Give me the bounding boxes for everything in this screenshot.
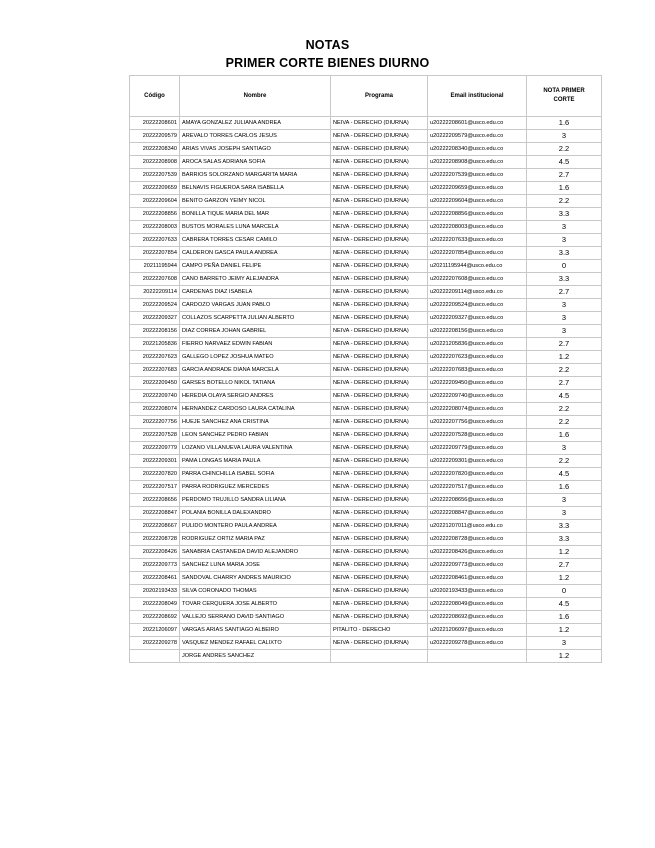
cell-email: u20221207011@usco.edu.co [428,520,527,533]
cell-programa: NEIVA - DERECHO (DIURNA) [331,143,428,156]
cell-nota: 2.2 [527,364,602,377]
header-programa: Programa [331,76,428,117]
cell-codigo: 20222209779 [130,442,180,455]
cell-email: u20222207633@usco.edu.co [428,234,527,247]
cell-email: u20222208728@usco.edu.co [428,533,527,546]
cell-programa [331,650,428,663]
cell-email: u20222209450@usco.edu.co [428,377,527,390]
cell-email: u20211195944@usco.edu.co [428,260,527,273]
cell-email: u20222208601@usco.edu.co [428,117,527,130]
table-row [130,403,602,416]
cell-nota: 2.7 [527,377,602,390]
cell-nota: 3.3 [527,520,602,533]
cell-programa: NEIVA - DERECHO (DIURNA) [331,299,428,312]
cell-email: u20222208847@usco.edu.co [428,507,527,520]
cell-nombre: HEREDIA OLAYA SERGIO ANDRES [180,390,331,403]
cell-email: u20222208856@usco.edu.co [428,208,527,221]
cell-programa: NEIVA - DERECHO (DIURNA) [331,377,428,390]
cell-programa: NEIVA - DERECHO (DIURNA) [331,182,428,195]
cell-email: u20222209579@usco.edu.co [428,130,527,143]
header-email: Email institucional [428,76,527,117]
table-row [130,351,602,364]
cell-nombre: SANDOVAL CHARRY ANDRES MAURICIO [180,572,331,585]
grades-table [129,75,602,663]
cell-nota: 3 [527,442,602,455]
cell-nota: 1.6 [527,182,602,195]
cell-nota: 4.5 [527,390,602,403]
cell-programa: NEIVA - DERECHO (DIURNA) [331,364,428,377]
table-row [130,494,602,507]
header-row [130,76,602,117]
cell-nombre: HERNANDEZ CARDOSO LAURA CATALINA [180,403,331,416]
cell-programa: NEIVA - DERECHO (DIURNA) [331,533,428,546]
cell-nota: 4.5 [527,468,602,481]
cell-codigo: 20202193433 [130,585,180,598]
cell-codigo: 20221206097 [130,624,180,637]
cell-codigo: 20222208426 [130,546,180,559]
cell-nombre: SANABRIA CASTANEDA DAVID ALEJANDRO [180,546,331,559]
cell-email: u20222208003@usco.edu.co [428,221,527,234]
table-row [130,130,602,143]
cell-email: u20222207539@usco.edu.co [428,169,527,182]
cell-nota: 1.6 [527,481,602,494]
cell-programa: NEIVA - DERECHO (DIURNA) [331,416,428,429]
cell-programa: NEIVA - DERECHO (DIURNA) [331,403,428,416]
cell-nombre: SILVA CORONADO THOMAS [180,585,331,598]
cell-email: u20222209114@usco.edu.co [428,286,527,299]
cell-nota: 2.2 [527,455,602,468]
cell-nombre: PARRA RODRIGUEZ MERCEDES [180,481,331,494]
cell-programa: NEIVA - DERECHO (DIURNA) [331,442,428,455]
cell-email: u20221205836@usco.edu.co [428,338,527,351]
cell-nota: 1.2 [527,546,602,559]
table-row [130,481,602,494]
table-row [130,117,602,130]
cell-codigo: 20222208601 [130,117,180,130]
cell-codigo: 20222208667 [130,520,180,533]
cell-programa: NEIVA - DERECHO (DIURNA) [331,312,428,325]
table-row [130,533,602,546]
cell-nombre: CANO BARRETO JEIMY ALEJANDRA [180,273,331,286]
cell-nombre: HUEJE SANCHEZ ANA CRISTINA [180,416,331,429]
cell-nombre: AROCA SALAS ADRIANA SOFIA [180,156,331,169]
cell-programa: NEIVA - DERECHO (DIURNA) [331,247,428,260]
cell-programa: NEIVA - DERECHO (DIURNA) [331,208,428,221]
cell-codigo: 20222209579 [130,130,180,143]
table-row [130,325,602,338]
cell-codigo: 20222207820 [130,468,180,481]
table-row [130,598,602,611]
cell-email: u20222208426@usco.edu.co [428,546,527,559]
cell-nota: 1.6 [527,429,602,442]
cell-programa: NEIVA - DERECHO (DIURNA) [331,585,428,598]
cell-codigo: 20222209114 [130,286,180,299]
cell-nombre: CARDENAS DIAZ ISABELA [180,286,331,299]
table-row [130,364,602,377]
cell-programa: NEIVA - DERECHO (DIURNA) [331,429,428,442]
table-row [130,429,602,442]
cell-codigo: 20222209740 [130,390,180,403]
cell-nombre: FIERRO NARVAEZ EDWIN FABIAN [180,338,331,351]
cell-nombre: AMAYA GONZALEZ JULIANA ANDREA [180,117,331,130]
cell-codigo: 20211195944 [130,260,180,273]
cell-codigo: 20222207608 [130,273,180,286]
cell-nota: 0 [527,260,602,273]
table-row [130,624,602,637]
cell-programa: NEIVA - DERECHO (DIURNA) [331,572,428,585]
table-row [130,247,602,260]
cell-programa: NEIVA - DERECHO (DIURNA) [331,338,428,351]
cell-programa: NEIVA - DERECHO (DIURNA) [331,117,428,130]
table-row [130,299,602,312]
cell-email: u20222208074@usco.edu.co [428,403,527,416]
cell-nota: 2.2 [527,195,602,208]
cell-nombre: PERDOMO TRUJILLO SANDRA LILIANA [180,494,331,507]
cell-email: u20222209604@usco.edu.co [428,195,527,208]
cell-nombre: BENITO GARZON YEIMY NICOL [180,195,331,208]
cell-nota: 3 [527,325,602,338]
cell-email: u20222208156@usco.edu.co [428,325,527,338]
table-row [130,520,602,533]
cell-nota: 3 [527,637,602,650]
cell-nombre: GARSES BOTELLO NIKOL TATIANA [180,377,331,390]
cell-codigo: 20222207623 [130,351,180,364]
cell-codigo: 20221205836 [130,338,180,351]
cell-codigo: 20222207633 [130,234,180,247]
cell-nombre: BARRIOS SOLORZANO MARGARITA MARIA [180,169,331,182]
cell-programa: NEIVA - DERECHO (DIURNA) [331,286,428,299]
cell-codigo: 20222208847 [130,507,180,520]
cell-nota: 0 [527,585,602,598]
cell-codigo: 20222208692 [130,611,180,624]
cell-codigo: 20222208656 [130,494,180,507]
table-row [130,416,602,429]
table-row [130,169,602,182]
cell-programa: NEIVA - DERECHO (DIURNA) [331,260,428,273]
cell-nota: 2.2 [527,403,602,416]
cell-nombre: RODRIGUEZ ORTIZ MARIA PAZ [180,533,331,546]
cell-nota: 3 [527,299,602,312]
cell-nota: 2.2 [527,416,602,429]
table-row [130,338,602,351]
cell-email: u20222208656@usco.edu.co [428,494,527,507]
table-row [130,390,602,403]
cell-codigo: 20222209524 [130,299,180,312]
cell-codigo: 20222208461 [130,572,180,585]
cell-nombre: TOVAR CERQUERA JOSE ALBERTO [180,598,331,611]
cell-programa: NEIVA - DERECHO (DIURNA) [331,520,428,533]
document-subtitle: PRIMER CORTE BIENES DIURNO [225,56,430,70]
cell-email: u20222209278@usco.edu.co [428,637,527,650]
cell-nota: 1.6 [527,117,602,130]
cell-programa: NEIVA - DERECHO (DIURNA) [331,468,428,481]
cell-nota: 3 [527,507,602,520]
cell-email: u20222207820@usco.edu.co [428,468,527,481]
cell-email: u20222208340@usco.edu.co [428,143,527,156]
cell-programa: NEIVA - DERECHO (DIURNA) [331,156,428,169]
cell-email: u20221206097@usco.edu.co [428,624,527,637]
cell-codigo: 20222207528 [130,429,180,442]
table-row [130,208,602,221]
cell-nota: 3.3 [527,533,602,546]
cell-nota: 1.2 [527,351,602,364]
cell-codigo: 20222208340 [130,143,180,156]
cell-email: u20222208908@usco.edu.co [428,156,527,169]
cell-codigo [130,650,180,663]
table-row [130,182,602,195]
cell-nombre: VARGAS ARIAS SANTIAGO ALBEIRO [180,624,331,637]
header-nota: NOTA PRIMER CORTE [527,76,602,117]
cell-nota: 2.7 [527,286,602,299]
cell-nombre: LEON SANCHEZ PEDRO FABIAN [180,429,331,442]
cell-email: u20222208049@usco.edu.co [428,598,527,611]
cell-nota: 1.2 [527,624,602,637]
cell-programa: NEIVA - DERECHO (DIURNA) [331,637,428,650]
cell-programa: NEIVA - DERECHO (DIURNA) [331,481,428,494]
cell-programa: NEIVA - DERECHO (DIURNA) [331,169,428,182]
cell-nombre: JORGE ANDRES SANCHEZ [180,650,331,663]
cell-codigo: 20222207539 [130,169,180,182]
cell-nota: 4.5 [527,598,602,611]
table-row [130,559,602,572]
header-codigo: Código [130,76,180,117]
cell-nombre: LOZANO VILLANUEVA LAURA VALENTINA [180,442,331,455]
cell-programa: NEIVA - DERECHO (DIURNA) [331,221,428,234]
cell-nota: 3.3 [527,247,602,260]
table-row [130,286,602,299]
cell-email: u20222209779@usco.edu.co [428,442,527,455]
cell-codigo: 20222208156 [130,325,180,338]
cell-codigo: 20222207854 [130,247,180,260]
cell-email: u20202193433@usco.edu.co [428,585,527,598]
cell-nombre: CAMPO PEÑA DANIEL FELIPE [180,260,331,273]
cell-codigo: 20222209659 [130,182,180,195]
cell-email: u20222207756@usco.edu.co [428,416,527,429]
cell-nota: 1.6 [527,611,602,624]
table-row [130,572,602,585]
cell-programa: NEIVA - DERECHO (DIURNA) [331,234,428,247]
cell-codigo: 20222209327 [130,312,180,325]
cell-email: u20222208692@usco.edu.co [428,611,527,624]
cell-nota: 2.7 [527,338,602,351]
cell-email: u20222207528@usco.edu.co [428,429,527,442]
cell-codigo: 20222209604 [130,195,180,208]
cell-nota: 2.7 [527,169,602,182]
cell-nota: 2.7 [527,559,602,572]
cell-codigo: 20222209773 [130,559,180,572]
cell-nombre: CARDOZO VARGAS JUAN PABLO [180,299,331,312]
cell-codigo: 20222207683 [130,364,180,377]
cell-programa: NEIVA - DERECHO (DIURNA) [331,351,428,364]
cell-nombre: AREVALO TORRES CARLOS JESUS [180,130,331,143]
header-nombre: Nombre [180,76,331,117]
cell-nombre: VASQUEZ MENDEZ RAFAEL CALIXTO [180,637,331,650]
table-row [130,156,602,169]
cell-nombre: ARIAS VIVAS JOSEPH SANTIAGO [180,143,331,156]
cell-codigo: 20222209301 [130,455,180,468]
cell-programa: NEIVA - DERECHO (DIURNA) [331,494,428,507]
table-row [130,585,602,598]
document-title: NOTAS [305,38,350,52]
cell-programa: NEIVA - DERECHO (DIURNA) [331,130,428,143]
cell-nota: 3.3 [527,208,602,221]
cell-codigo: 20222208003 [130,221,180,234]
cell-nombre: COLLAZOS SCARPETTA JULIAN ALBERTO [180,312,331,325]
cell-email: u20222207854@usco.edu.co [428,247,527,260]
cell-nombre: BUSTOS MORALES LUNA MARCELA [180,221,331,234]
cell-nota: 3 [527,130,602,143]
table-row [130,507,602,520]
cell-codigo: 20222208908 [130,156,180,169]
cell-nota: 1.2 [527,572,602,585]
cell-nombre: GALLEGO LOPEZ JOSHUA MATEO [180,351,331,364]
table-row [130,234,602,247]
table-row [130,377,602,390]
cell-email: u20222208461@usco.edu.co [428,572,527,585]
cell-programa: NEIVA - DERECHO (DIURNA) [331,507,428,520]
cell-nombre: CALDERON GASCA PAULA ANDREA [180,247,331,260]
cell-nombre: PARRA CHINCHILLA ISABEL SOFIA [180,468,331,481]
cell-nota: 3 [527,312,602,325]
cell-nota: 3 [527,494,602,507]
cell-nota: 4.5 [527,156,602,169]
cell-nombre: DIAZ CORREA JOHAN GABRIEL [180,325,331,338]
table-row [130,468,602,481]
cell-nota: 2.2 [527,143,602,156]
cell-email: u20222209773@usco.edu.co [428,559,527,572]
cell-programa: NEIVA - DERECHO (DIURNA) [331,325,428,338]
cell-nombre: CABRERA TORRES CESAR CAMILO [180,234,331,247]
cell-codigo: 20222209278 [130,637,180,650]
table-row [130,260,602,273]
cell-codigo: 20222208074 [130,403,180,416]
table-row [130,546,602,559]
cell-nota: 3.3 [527,273,602,286]
cell-email: u20222207517@usco.edu.co [428,481,527,494]
table-row [130,637,602,650]
cell-nombre: SANCHEZ LUNA MARIA JOSE [180,559,331,572]
cell-programa: NEIVA - DERECHO (DIURNA) [331,195,428,208]
table-row [130,611,602,624]
cell-programa: NEIVA - DERECHO (DIURNA) [331,611,428,624]
cell-email: u20222209301@usco.edu.co [428,455,527,468]
cell-programa: NEIVA - DERECHO (DIURNA) [331,273,428,286]
table-row [130,273,602,286]
cell-email [428,650,527,663]
cell-email: u20222207608@usco.edu.co [428,273,527,286]
cell-email: u20222207683@usco.edu.co [428,364,527,377]
cell-nombre: VALLEJO SERRANO DAVID SANTIAGO [180,611,331,624]
table-row [130,221,602,234]
cell-nombre: PULIDO MONTERO PAULA ANDREA [180,520,331,533]
table-row [130,455,602,468]
cell-codigo: 20222209450 [130,377,180,390]
cell-nombre: PAMA LONGAS MARIA PAULA [180,455,331,468]
cell-email: u20222207623@usco.edu.co [428,351,527,364]
table-body [130,117,602,663]
cell-programa: NEIVA - DERECHO (DIURNA) [331,598,428,611]
cell-nota: 3 [527,234,602,247]
cell-codigo: 20222208856 [130,208,180,221]
cell-programa: NEIVA - DERECHO (DIURNA) [331,455,428,468]
cell-programa: NEIVA - DERECHO (DIURNA) [331,546,428,559]
cell-nombre: GARCIA ANDRADE DIANA MARCELA [180,364,331,377]
cell-nombre: BELNAVIS FIGUEROA SARA ISABELLA [180,182,331,195]
cell-email: u20222209327@usco.edu.co [428,312,527,325]
cell-codigo: 20222208728 [130,533,180,546]
cell-programa: NEIVA - DERECHO (DIURNA) [331,390,428,403]
table-row [130,195,602,208]
cell-nombre: POLANIA BONILLA DALEXANDRO [180,507,331,520]
cell-codigo: 20222208049 [130,598,180,611]
cell-nota: 1.2 [527,650,602,663]
cell-codigo: 20222207517 [130,481,180,494]
cell-programa: PITALITO - DERECHO [331,624,428,637]
cell-email: u20222209659@usco.edu.co [428,182,527,195]
table-row [130,650,602,663]
table-row [130,442,602,455]
cell-programa: NEIVA - DERECHO (DIURNA) [331,559,428,572]
table-row [130,312,602,325]
cell-email: u20222209740@usco.edu.co [428,390,527,403]
cell-codigo: 20222207756 [130,416,180,429]
cell-nota: 3 [527,221,602,234]
table-row [130,143,602,156]
cell-email: u20222209524@usco.edu.co [428,299,527,312]
cell-nombre: BONILLA TIQUE MARIA DEL MAR [180,208,331,221]
